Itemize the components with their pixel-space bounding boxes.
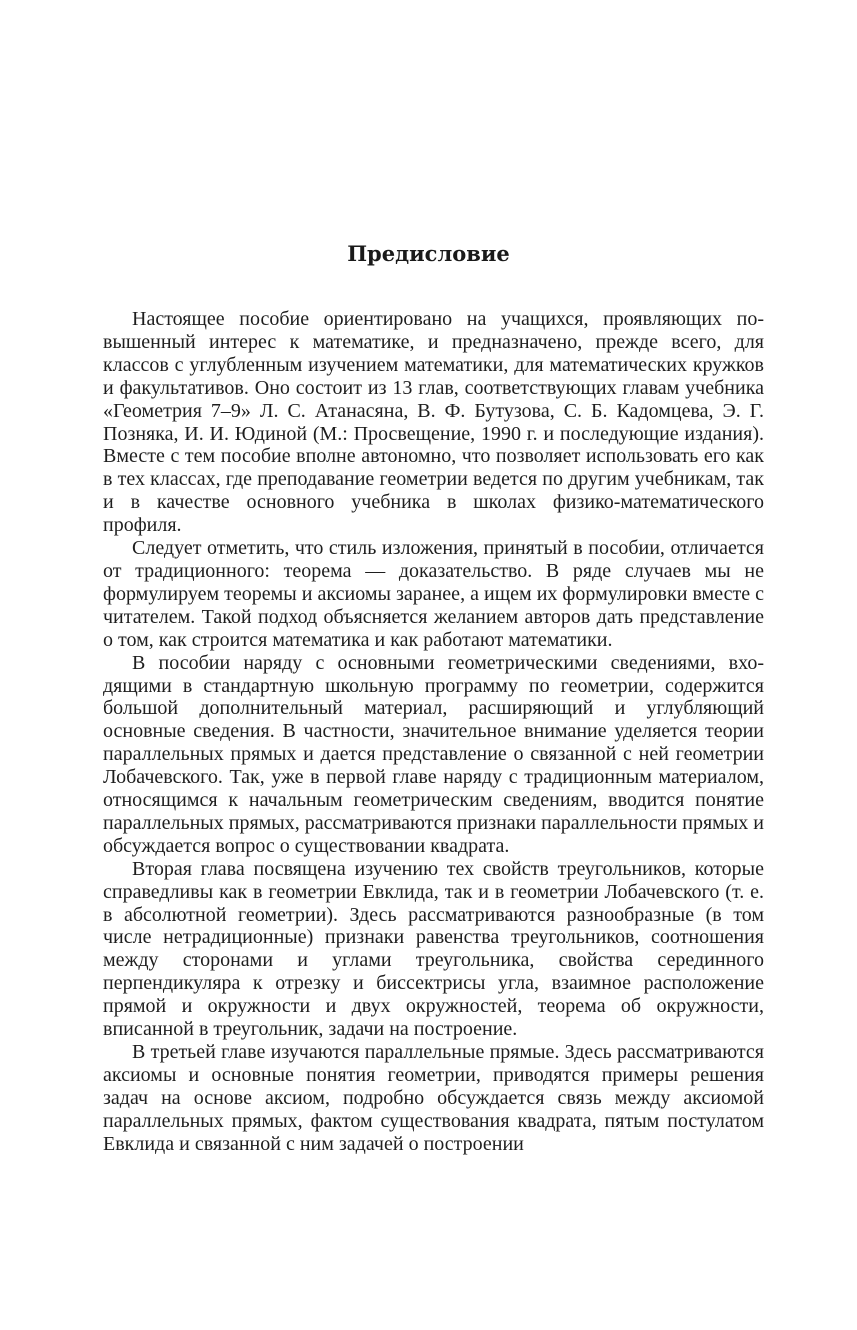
paragraph-3: В пособии наряду с основными геометрическими сведениями, входящими в стандартную школьную программу по геометрии, содержится большой дополнительный материал, расширяющий и углубляющий основные сведения. В частности, значительное внимание уделяется теории параллельных прямых и дается представление о связанной с ней геометрии Лобачевского. Так, уже в первой главе наряду с традиционным материалом, относящимся к начальным геометрическим сведениям, вводится понятие параллельных прямых, рассматриваются признаки параллельности прямых и обсуждается вопрос о существовании квадрата. [103,651,764,857]
paragraph-2: Следует отметить, что стиль изложения, принятый в пособии, отличается от традиционного: теорема — доказательство. В ряде случаев мы не формулируем теоремы и аксиомы заранее, а ищем их формулировки вместе с читателем. Такой подход объясняется желанием авторов дать представление о том, как строится математика и как работают математики. [103,537,764,651]
paragraph-1: Настоящее пособие ориентировано на учащихся, проявляющих повышенный интерес к математике, и предназначено, прежде всего, для классов с углубленным изучением математики, для математических кружков и факультативов. Оно состоит из 13 глав, соответствующих главам учебника «Геометрия 7–9» Л. С. Атанасяна, В. Ф. Бутузова, С. Б. Кадомцева, Э. Г. Позняка, И. И. Юдиной (М.: Просвещение, 1990 г. и последующие издания). Вместе с тем пособие вполне автономно, что позволяет использовать его как в тех классах, где преподавание геометрии ведется по другим учебникам, так и в качестве основного учебника в школах физико-математического профиля. [103,308,764,537]
paragraph-4: Вторая глава посвящена изучению тех свойств треугольников, которые справедливы как в геометрии Евклида, так и в геометрии Лобачевского (т. е. в абсолютной геометрии). Здесь рассматриваются разнообразные (в том числе нетрадиционные) признаки равенства треугольников, соотношения между сторонами и углами треугольника, свойства серединного перпендикуляра к отрезку и биссектрисы угла, взаимное расположение прямой и окружности и двух окружностей, теорема об окружности, вписанной в треугольник, задачи на построение. [103,857,764,1041]
preface-body [103,308,764,1156]
page-title: Предисловие [347,241,510,266]
paragraph-5: В третьей главе изучаются параллельные прямые. Здесь рассматриваются аксиомы и основные понятия геометрии, приводятся примеры решения задач на основе аксиом, подробно обсуждается связь между аксиомой параллельных прямых, фактом существования квадрата, пятым постулатом Евклида и связанной с ним задачей о построении [103,1041,764,1155]
